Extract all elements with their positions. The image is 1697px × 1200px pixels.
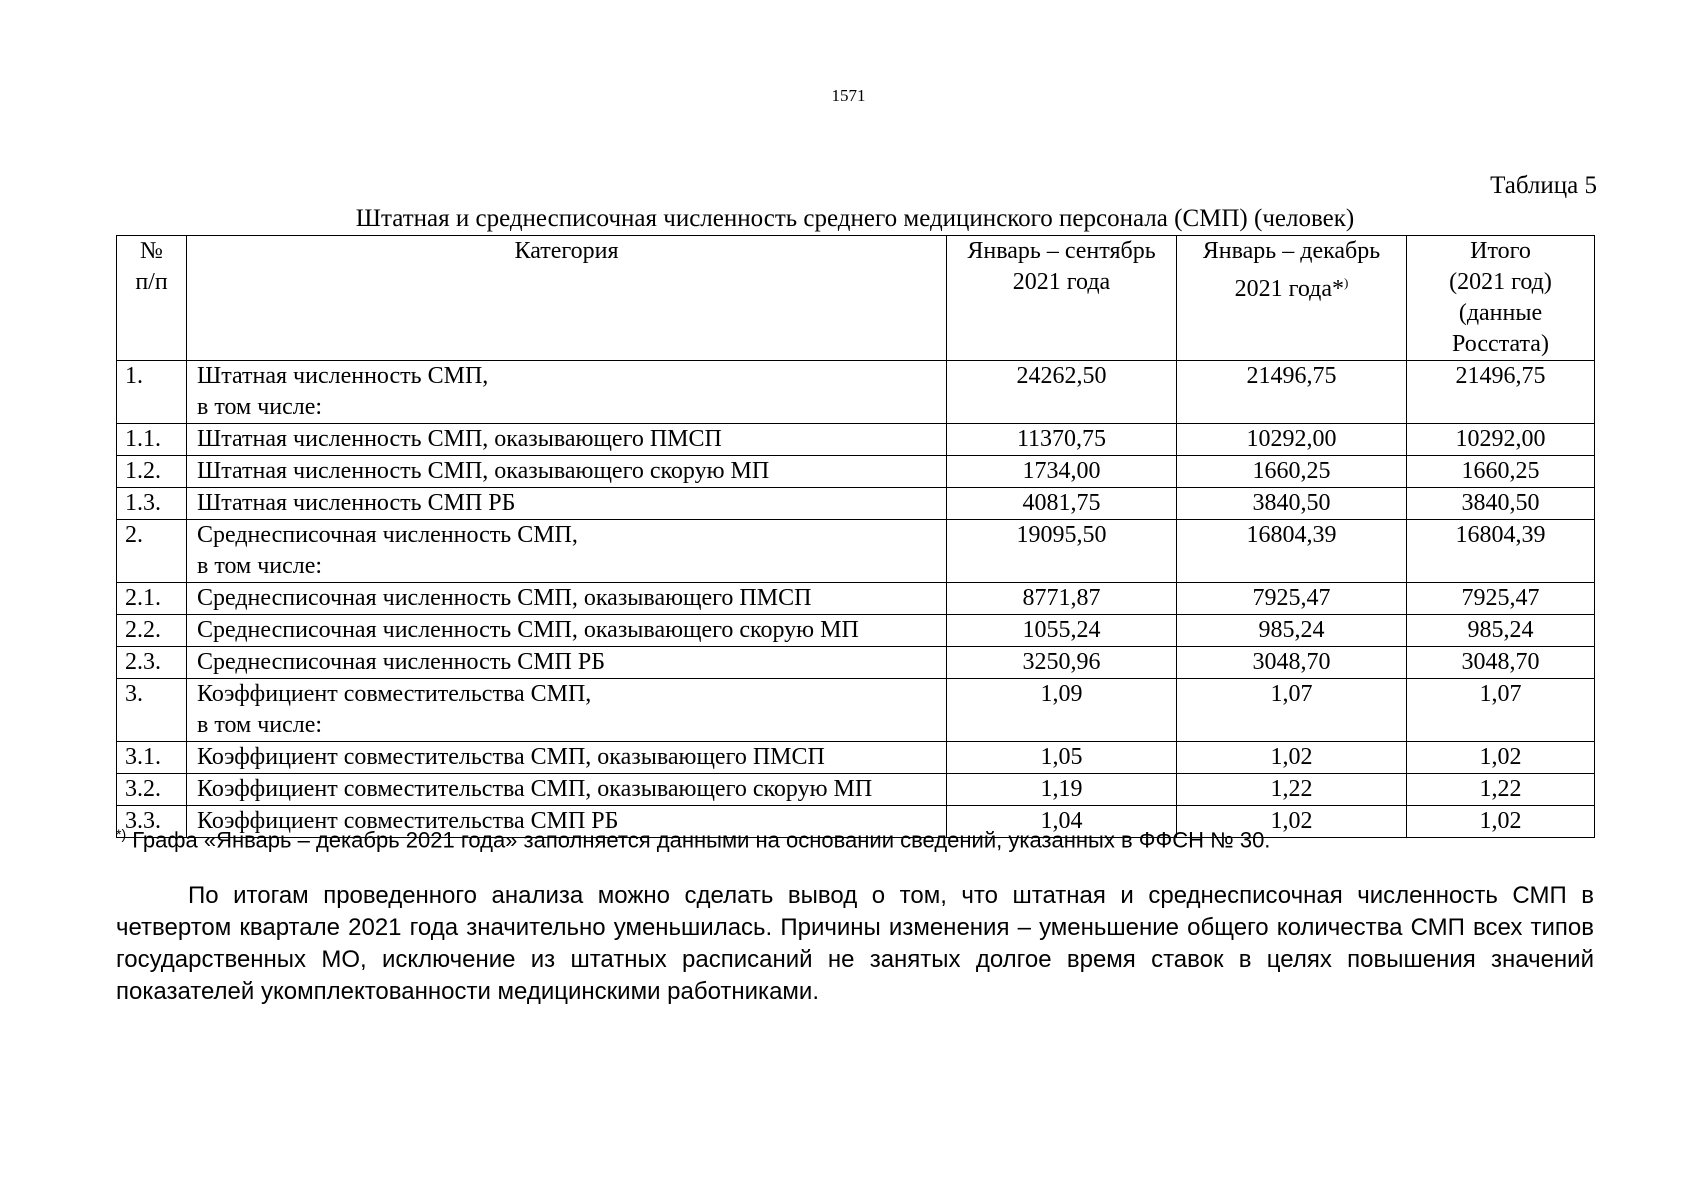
row-category-line: Штатная численность СМП, оказывающего ПМСП: [197, 426, 722, 452]
row-category: [187, 615, 947, 647]
row-value-v1: 24262,50: [947, 361, 1177, 424]
header-jan-dec-text: 2021 года*: [1234, 276, 1345, 302]
row-category: [187, 456, 947, 488]
header-total-line: (данные: [1458, 300, 1543, 326]
row-category: [187, 774, 947, 806]
table-title: Штатная и среднесписочная численность среднего медицинского персонала (СМП) (человек): [355, 205, 1355, 232]
row-value-v3: 1,22: [1407, 774, 1595, 806]
row-category: [187, 583, 947, 615]
row-value-v1: 1,04: [947, 806, 1177, 838]
table-row: [117, 615, 1595, 647]
row-category-line: Среднесписочная численность СМП,: [197, 522, 578, 548]
header-category: Категория: [187, 236, 947, 361]
row-category-line: Среднесписочная численность СМП РБ: [197, 649, 605, 675]
row-value-v2: 3840,50: [1177, 488, 1407, 520]
row-value-v3: 16804,39: [1407, 520, 1595, 583]
row-category: [187, 742, 947, 774]
row-category: [187, 361, 947, 424]
row-number: 2.3.: [117, 647, 187, 679]
header-jan-sep-line: Январь – сентябрь: [967, 238, 1156, 264]
table-label: Таблица 5: [1490, 172, 1597, 199]
header-total: [1407, 236, 1595, 361]
header-total-line: (2021 год): [1449, 269, 1552, 295]
row-value-v1: 1,19: [947, 774, 1177, 806]
header-footnote-mark: ): [1344, 275, 1349, 290]
header-total-line: Итого: [1470, 238, 1531, 264]
row-value-v3: 7925,47: [1407, 583, 1595, 615]
row-number: 2.1.: [117, 583, 187, 615]
row-value-v1: 3250,96: [947, 647, 1177, 679]
table-row: [117, 742, 1595, 774]
row-value-v1: 1,05: [947, 742, 1177, 774]
row-number: 2.: [117, 520, 187, 583]
row-number: 1.: [117, 361, 187, 424]
row-value-v2: 1,07: [1177, 679, 1407, 742]
row-number: 2.2.: [117, 615, 187, 647]
row-value-v3: 1,02: [1407, 742, 1595, 774]
row-category-line: Штатная численность СМП,: [197, 363, 489, 389]
row-category: [187, 488, 947, 520]
row-number: 3.3.: [117, 806, 187, 838]
header-jan-dec-line: Январь – декабрь: [1202, 238, 1381, 264]
row-category: [187, 679, 947, 742]
table-row: [117, 679, 1595, 742]
row-value-v3: 1660,25: [1407, 456, 1595, 488]
header-jan-dec-line: [1183, 267, 1400, 305]
row-value-v3: 985,24: [1407, 615, 1595, 647]
header-jan-sep-line: 2021 года: [1012, 269, 1111, 295]
row-value-v3: 3048,70: [1407, 647, 1595, 679]
header-num: [117, 236, 187, 361]
row-value-v3: 1,07: [1407, 679, 1595, 742]
row-category: [187, 424, 947, 456]
row-category-line: Коэффициент совместительства СМП, оказывающего ПМСП: [197, 744, 825, 770]
row-number: 3.1.: [117, 742, 187, 774]
header-num-line: п/п: [135, 269, 168, 295]
row-number: 3.2.: [117, 774, 187, 806]
row-value-v1: 1,09: [947, 679, 1177, 742]
row-category-line: Коэффициент совместительства СМП,: [197, 681, 592, 707]
row-value-v1: 1055,24: [947, 615, 1177, 647]
row-value-v2: 1,02: [1177, 806, 1407, 838]
table-row: [117, 583, 1595, 615]
row-value-v1: 8771,87: [947, 583, 1177, 615]
staffing-table: [116, 235, 1595, 838]
row-value-v1: 1734,00: [947, 456, 1177, 488]
table-row: [117, 774, 1595, 806]
row-value-v2: 985,24: [1177, 615, 1407, 647]
row-value-v3: 1,02: [1407, 806, 1595, 838]
row-category-line: Штатная численность СМП РБ: [197, 490, 516, 516]
table-row: [117, 456, 1595, 488]
row-value-v2: 16804,39: [1177, 520, 1407, 583]
page-number: 1571: [831, 86, 866, 105]
row-value-v3: 21496,75: [1407, 361, 1595, 424]
conclusion-paragraph: По итогам проведенного анализа можно сделать вывод о том, что штатная и среднесписочная численность СМП в четвертом квартале 2021 года значительно уменьшилась. Причины изменения – уменьшение общего количества СМП всех типов государственных МО, исключение из штатных расписаний не занятых долгое время ставок в целях повышения значений показателей укомплектованности медицинскими работниками.: [116, 882, 1594, 1005]
row-value-v2: 3048,70: [1177, 647, 1407, 679]
table-row: [117, 424, 1595, 456]
table-header-row: [117, 236, 1595, 361]
row-value-v2: 1660,25: [1177, 456, 1407, 488]
row-category: [187, 647, 947, 679]
row-category-line: в том числе:: [197, 553, 323, 579]
row-number: 1.1.: [117, 424, 187, 456]
row-category-line: Среднесписочная численность СМП, оказывающего ПМСП: [197, 585, 812, 611]
row-value-v2: 21496,75: [1177, 361, 1407, 424]
header-jan-sep: [947, 236, 1177, 361]
row-value-v1: 4081,75: [947, 488, 1177, 520]
footnote-text: Графа «Январь – декабрь 2021 года» заполняется данными на основании сведений, указанных в ФФСН № 30.: [126, 827, 1271, 853]
footnote: [116, 826, 1270, 853]
row-number: 1.3.: [117, 488, 187, 520]
table-row: [117, 647, 1595, 679]
row-value-v2: 10292,00: [1177, 424, 1407, 456]
row-value-v1: 19095,50: [947, 520, 1177, 583]
header-total-line: Росстата): [1452, 331, 1549, 357]
header-num-line: №: [140, 238, 163, 264]
table-row: [117, 488, 1595, 520]
row-value-v1: 11370,75: [947, 424, 1177, 456]
row-number: 1.2.: [117, 456, 187, 488]
row-value-v3: 3840,50: [1407, 488, 1595, 520]
row-category-line: Коэффициент совместительства СМП, оказывающего скорую МП: [197, 776, 873, 802]
row-value-v2: 1,02: [1177, 742, 1407, 774]
header-jan-dec: [1177, 236, 1407, 361]
row-value-v2: 1,22: [1177, 774, 1407, 806]
row-number: 3.: [117, 679, 187, 742]
row-category-line: в том числе:: [197, 394, 323, 420]
row-value-v3: 10292,00: [1407, 424, 1595, 456]
row-category-line: Коэффициент совместительства СМП РБ: [197, 808, 619, 834]
row-category: [187, 520, 947, 583]
row-category-line: Штатная численность СМП, оказывающего скорую МП: [197, 458, 770, 484]
table-row: [117, 520, 1595, 583]
table-row: [117, 361, 1595, 424]
row-category-line: в том числе:: [197, 712, 323, 738]
table-body: [117, 361, 1595, 838]
row-category-line: Среднесписочная численность СМП, оказывающего скорую МП: [197, 617, 859, 643]
footnote-mark: *): [116, 826, 127, 842]
row-value-v2: 7925,47: [1177, 583, 1407, 615]
